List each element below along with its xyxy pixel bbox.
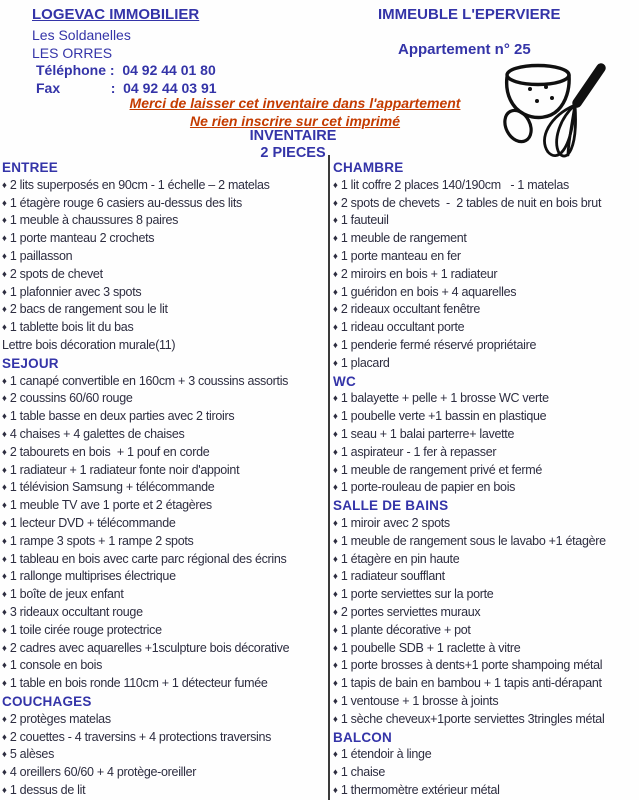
bullet-icon: ♦: [2, 731, 7, 743]
item-text: 1 paillasson: [9, 248, 73, 263]
item-text: 1 étagère en pin haute: [340, 551, 460, 566]
item-text: 1 fauteuil: [340, 213, 389, 228]
inventory-item: [333, 390, 639, 408]
bullet-icon: ♦: [2, 179, 7, 191]
bullet-icon: ♦: [2, 464, 7, 476]
inventory-item: [333, 622, 639, 640]
inventory-item: [2, 568, 327, 586]
bullet-icon: ♦: [2, 482, 7, 494]
document-subtitle: 2 PIECES: [260, 145, 326, 161]
inventory-item: [333, 711, 639, 729]
bullet-icon: ♦: [2, 624, 7, 636]
inventory-item: [333, 693, 639, 711]
address-line-1: Les Soldanelles: [32, 27, 131, 43]
inventory-item: [333, 195, 639, 213]
item-text: 1 porte-rouleau de papier en bois: [340, 480, 516, 495]
inventory-item: [333, 675, 639, 693]
inventory-item: [2, 337, 327, 355]
bullet-icon: ♦: [2, 411, 7, 423]
bullet-icon: ♦: [333, 482, 338, 494]
bullet-icon: ♦: [333, 179, 338, 191]
bullet-icon: ♦: [2, 606, 7, 618]
apartment-number: Appartement n° 25: [398, 41, 531, 58]
section-header-sejour: SEJOUR: [2, 355, 59, 371]
inventory-item: [333, 248, 639, 266]
inventory-item: [333, 301, 639, 319]
bullet-icon: ♦: [333, 428, 338, 440]
item-text: 1 guéridon en bois + 4 aquarelles: [340, 284, 517, 299]
item-text: 1 table en bois ronde 110cm + 1 détecteur fumée: [9, 676, 268, 691]
bullet-icon: ♦: [333, 215, 338, 227]
item-text: 1 télévision Samsung + télécommande: [9, 480, 215, 495]
notice-line-1: Merci de laisser cet inventaire dans l'appartement: [129, 95, 461, 111]
inventory-item: [333, 319, 639, 337]
bullet-icon: ♦: [333, 749, 338, 761]
item-text: 2 coussins 60/60 rouge: [9, 391, 133, 406]
right-column: [333, 159, 639, 800]
bullet-icon: ♦: [333, 339, 338, 351]
bullet-icon: ♦: [333, 197, 338, 209]
item-text: 1 porte manteau 2 crochets: [9, 231, 155, 246]
bullet-icon: ♦: [2, 553, 7, 565]
item-text: 5 alèses: [9, 747, 55, 762]
item-text: 1 meuble de rangement privé et fermé: [340, 462, 542, 477]
inventory-item: [2, 408, 327, 426]
inventory-item: [333, 479, 639, 497]
bullet-icon: ♦: [333, 571, 338, 583]
inventory-item: [2, 622, 327, 640]
inventory-item: [2, 266, 327, 284]
inventory-item: [2, 284, 327, 302]
bullet-icon: ♦: [2, 304, 7, 316]
bullet-icon: ♦: [333, 624, 338, 636]
item-text: 1 rallonge multiprises électrique: [9, 569, 176, 584]
inventory-item: [333, 177, 639, 195]
item-text: 4 chaises + 4 galettes de chaises: [9, 426, 185, 441]
section-header-entree: ENTREE: [2, 160, 58, 175]
item-text: 2 protèges matelas: [9, 711, 111, 726]
inventory-item: [2, 746, 327, 764]
inventory-item: [333, 408, 639, 426]
inventory-item: [333, 746, 639, 764]
inventory-item: [333, 782, 639, 800]
inventory-item: [2, 373, 327, 391]
inventory-item: [2, 782, 327, 800]
item-text: 1 tableau en bois avec carte parc régional des écrins: [9, 551, 287, 566]
bullet-icon: ♦: [2, 571, 7, 583]
item-text: 1 meuble TV ave 1 porte et 2 étagères: [9, 498, 212, 513]
inventory-item: [2, 675, 327, 693]
inventory-item: [333, 533, 639, 551]
bullet-icon: ♦: [2, 784, 7, 796]
bullet-icon: ♦: [333, 304, 338, 316]
inventory-item: [2, 177, 327, 195]
item-text: 1 tablette bois lit du bas: [9, 320, 134, 335]
document-title: INVENTAIRE: [249, 128, 337, 144]
bullet-icon: ♦: [333, 411, 338, 423]
bullet-icon: ♦: [333, 767, 338, 779]
bullet-icon: ♦: [2, 393, 7, 405]
inventory-item: [2, 462, 327, 480]
item-text: 4 oreillers 60/60 + 4 protège-oreiller: [9, 765, 197, 780]
bullet-icon: ♦: [333, 678, 338, 690]
company-name: LOGEVAC IMMOBILIER: [32, 6, 200, 23]
bullet-icon: ♦: [333, 660, 338, 672]
item-text: 1 plafonnier avec 3 spots: [9, 284, 142, 299]
section-header-salle-de-bains: SALLE DE BAINS: [333, 498, 449, 514]
inventory-item: [333, 604, 639, 622]
item-text: 1 boîte de jeux enfant: [9, 587, 124, 602]
bullet-icon: ♦: [2, 233, 7, 245]
item-text: 1 toile cirée rouge protectrice: [9, 622, 162, 637]
item-text: 2 spots de chevets - 2 tables de nuit en bois brut: [340, 195, 602, 210]
bullet-icon: ♦: [333, 784, 338, 796]
inventory-item: [2, 586, 327, 604]
bullet-icon: ♦: [2, 197, 7, 209]
inventory-item: [2, 764, 327, 782]
bullet-icon: ♦: [333, 393, 338, 405]
section-header-couchages: COUCHAGES: [2, 693, 92, 709]
section-header-wc: WC: [333, 373, 356, 389]
item-text: 2 portes serviettes muraux: [340, 604, 481, 619]
bullet-icon: ♦: [333, 695, 338, 707]
building-name: IMMEUBLE L'EPERVIERE: [378, 6, 561, 23]
item-text: 1 seau + 1 balai parterre+ lavette: [340, 426, 515, 441]
fax-line: Fax : 04 92 44 03 91: [36, 80, 217, 96]
item-text: 1 radiateur + 1 radiateur fonte noir d'appoint: [9, 462, 240, 477]
inventory-item: [2, 212, 327, 230]
bullet-icon: ♦: [2, 375, 7, 387]
item-text: 1 porte serviettes sur la porte: [340, 587, 494, 602]
bullet-icon: ♦: [2, 535, 7, 547]
inventory-item: [333, 426, 639, 444]
inventory-item: [333, 586, 639, 604]
item-text: 1 poubelle verte +1 bassin en plastique: [340, 409, 547, 424]
item-text: 1 plante décorative + pot: [340, 622, 471, 637]
left-column: [2, 159, 327, 800]
inventory-item: [333, 355, 639, 373]
item-text: 1 rideau occultant porte: [340, 320, 465, 335]
item-text: 1 rampe 3 spots + 1 rampe 2 spots: [9, 533, 194, 548]
inventory-item: [2, 479, 327, 497]
inventory-item: [2, 515, 327, 533]
inventory-item: [2, 657, 327, 675]
inventory-item: [2, 195, 327, 213]
item-text: 2 bacs de rangement sou le lit: [9, 302, 168, 317]
bowl-egg-and-whisk-clipart-icon: [487, 56, 615, 167]
item-text: 1 table basse en deux parties avec 2 tiroirs: [9, 409, 235, 424]
item-text: 1 lit coffre 2 places 140/190cm - 1 matelas: [340, 177, 569, 192]
bullet-icon: ♦: [333, 233, 338, 245]
inventory-item: [2, 729, 327, 747]
inventory-item: [2, 604, 327, 622]
phone-line: Téléphone : 04 92 44 01 80: [36, 62, 216, 78]
bullet-icon: ♦: [2, 250, 7, 262]
inventory-item: [333, 764, 639, 782]
inventory-item: [2, 390, 327, 408]
bullet-icon: ♦: [2, 713, 7, 725]
bullet-icon: ♦: [2, 215, 7, 227]
item-text: 1 meuble à chaussures 8 paires: [9, 213, 179, 228]
item-text: 2 tabourets en bois + 1 pouf en corde: [9, 444, 210, 459]
item-text: 2 spots de chevet: [9, 266, 103, 281]
section-header-balcon: BALCON: [333, 729, 392, 745]
inventory-item: [2, 426, 327, 444]
bullet-icon: ♦: [333, 446, 338, 458]
item-text: 1 porte manteau en fer: [340, 248, 461, 263]
item-text: Lettre bois décoration murale(11): [2, 337, 176, 352]
bullet-icon: ♦: [333, 250, 338, 262]
item-text: 1 radiateur soufflant: [340, 569, 445, 584]
bullet-icon: ♦: [333, 322, 338, 334]
item-text: 1 étagère rouge 6 casiers au-dessus des lits: [9, 195, 242, 210]
notice-line-2: Ne rien inscrire sur cet imprimé: [189, 113, 401, 129]
item-text: 2 couettes - 4 traversins + 4 protections traversins: [9, 729, 272, 744]
item-text: 1 poubelle SDB + 1 raclette à vitre: [340, 640, 521, 655]
bullet-icon: ♦: [2, 678, 7, 690]
bullet-icon: ♦: [2, 517, 7, 529]
inventory-item: [2, 230, 327, 248]
bullet-icon: ♦: [2, 268, 7, 280]
bullet-icon: ♦: [333, 553, 338, 565]
inventory-item: [333, 640, 639, 658]
item-text: 1 miroir avec 2 spots: [340, 515, 450, 530]
inventory-item: [2, 301, 327, 319]
item-text: 1 thermomètre extérieur métal: [340, 782, 500, 797]
bullet-icon: ♦: [2, 322, 7, 334]
item-text: 2 miroirs en bois + 1 radiateur: [340, 266, 498, 281]
inventory-item: [333, 657, 639, 675]
item-text: 3 rideaux occultant rouge: [9, 604, 143, 619]
inventory-item: [333, 462, 639, 480]
bullet-icon: ♦: [2, 428, 7, 440]
item-text: 1 étendoir à linge: [340, 747, 432, 762]
bullet-icon: ♦: [2, 286, 7, 298]
bullet-icon: ♦: [2, 589, 7, 601]
inventory-item: [333, 568, 639, 586]
item-text: 1 ventouse + 1 brosse à joints: [340, 693, 499, 708]
inventory-item: [333, 551, 639, 569]
bullet-icon: ♦: [333, 606, 338, 618]
inventory-item: [2, 319, 327, 337]
item-text: 1 aspirateur - 1 fer à repasser: [340, 444, 497, 459]
bullet-icon: ♦: [333, 589, 338, 601]
item-text: 2 rideaux occultant fenêtre: [340, 302, 481, 317]
item-text: 2 cadres avec aquarelles +1sculpture bois décorative: [9, 640, 290, 655]
bullet-icon: ♦: [333, 357, 338, 369]
inventory-item: [2, 711, 327, 729]
inventory-item: [2, 533, 327, 551]
bullet-icon: ♦: [2, 642, 7, 654]
bullet-icon: ♦: [2, 500, 7, 512]
item-text: 1 chaise: [340, 765, 386, 780]
inventory-item: [333, 230, 639, 248]
item-text: 1 meuble de rangement: [340, 231, 467, 246]
bullet-icon: ♦: [333, 268, 338, 280]
inventory-item: [2, 444, 327, 462]
bullet-icon: ♦: [333, 642, 338, 654]
inventory-item: [333, 444, 639, 462]
item-text: 1 penderie fermé réservé propriétaire: [340, 337, 537, 352]
bullet-icon: ♦: [2, 446, 7, 458]
inventory-item: [333, 266, 639, 284]
bullet-icon: ♦: [333, 535, 338, 547]
section-header-chambre: CHAMBRE: [333, 160, 404, 175]
inventory-item: [333, 337, 639, 355]
inventory-item: [333, 515, 639, 533]
bullet-icon: ♦: [333, 286, 338, 298]
item-text: 1 canapé convertible en 160cm + 3 coussins assortis: [9, 373, 289, 388]
bullet-icon: ♦: [333, 517, 338, 529]
bullet-icon: ♦: [333, 464, 338, 476]
item-text: 2 lits superposés en 90cm - 1 échelle – 2 matelas: [9, 177, 270, 192]
address-line-2: LES ORRES: [32, 45, 113, 61]
inventory-item: [2, 497, 327, 515]
inventory-item: [333, 212, 639, 230]
item-text: 1 dessus de lit: [9, 782, 86, 797]
item-text: 1 sèche cheveux+1porte serviettes 3tringles métal: [340, 711, 605, 726]
bullet-icon: ♦: [2, 749, 7, 761]
bullet-icon: ♦: [2, 660, 7, 672]
item-text: 1 console en bois: [9, 658, 103, 673]
item-text: 1 placard: [340, 355, 390, 370]
inventory-item: [2, 640, 327, 658]
item-text: 1 meuble de rangement sous le lavabo +1 étagère: [340, 533, 606, 548]
item-text: 1 tapis de bain en bambou + 1 tapis anti-dérapant: [340, 676, 602, 691]
inventory-item: [2, 248, 327, 266]
bullet-icon: ♦: [2, 767, 7, 779]
item-text: 1 porte brosses à dents+1 porte shampoing métal: [340, 658, 603, 673]
inventory-item: [333, 284, 639, 302]
column-divider: [328, 155, 330, 800]
item-text: 1 lecteur DVD + télécommande: [9, 515, 176, 530]
bullet-icon: ♦: [333, 713, 338, 725]
item-text: 1 balayette + pelle + 1 brosse WC verte: [340, 391, 549, 406]
inventory-item: [2, 551, 327, 569]
